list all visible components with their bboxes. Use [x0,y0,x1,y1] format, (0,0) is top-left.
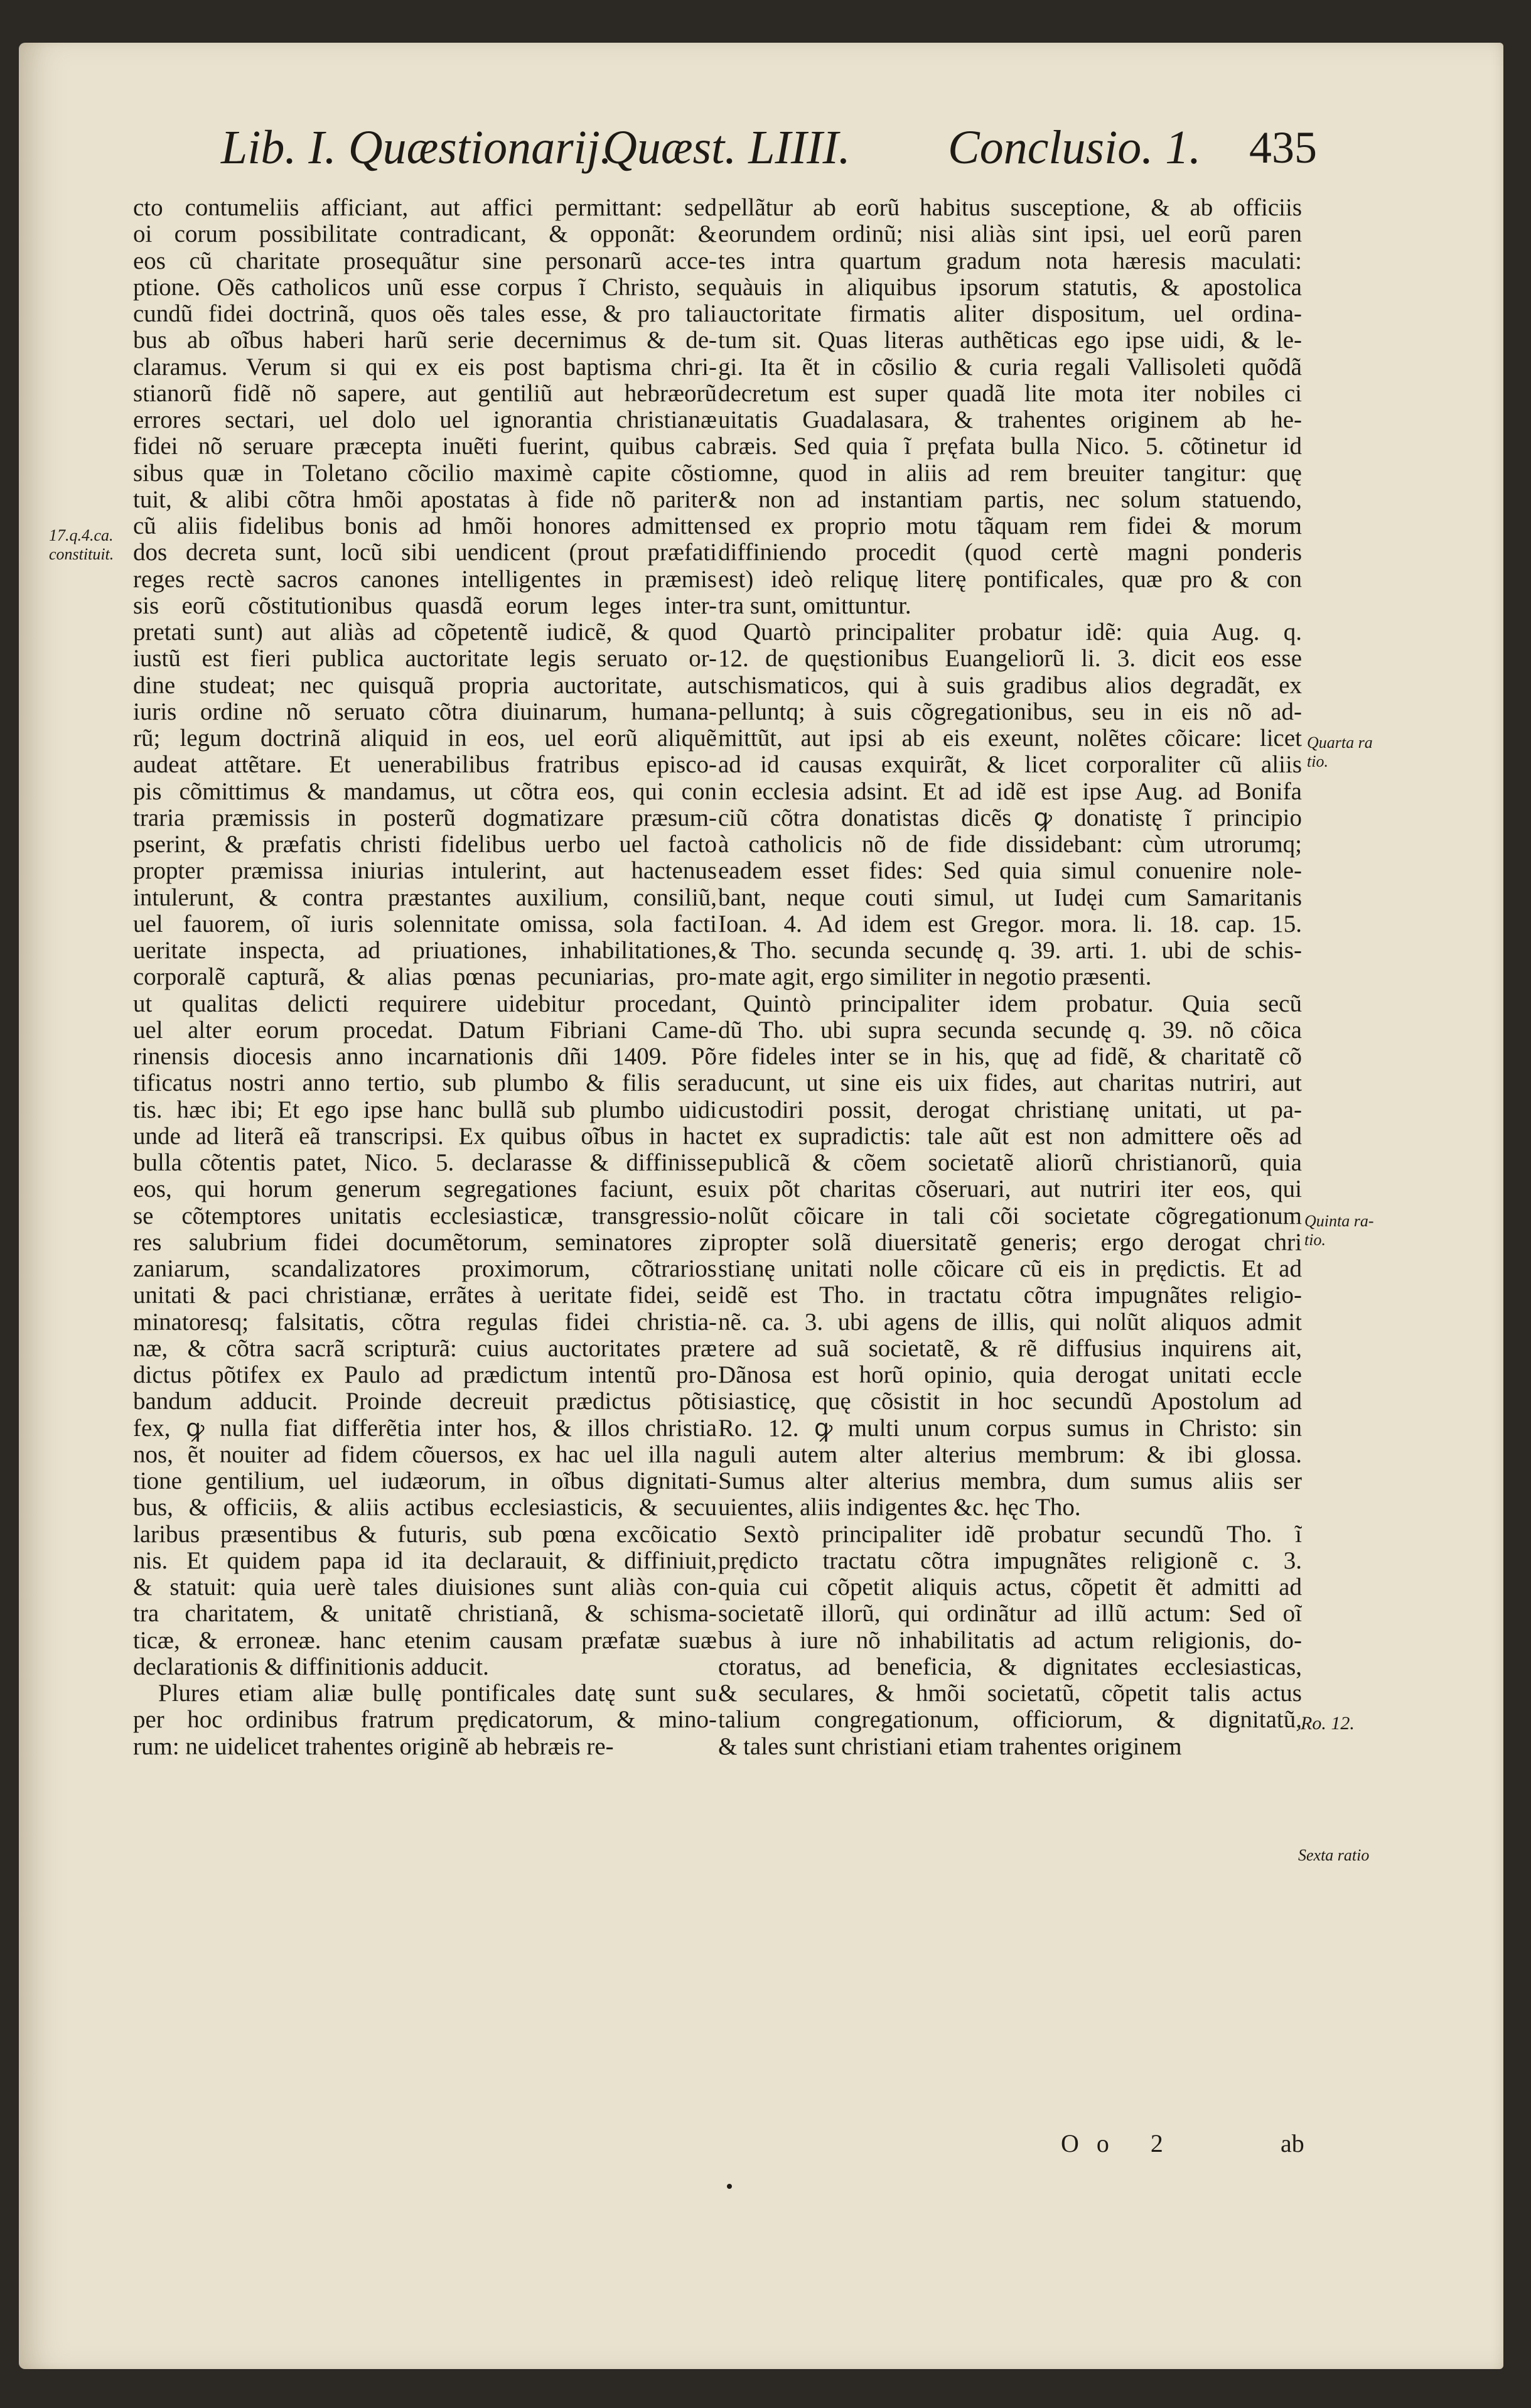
text-line: nis. Et quidem papa id ita declarauit, & diffiniuit, [133,1547,717,1574]
running-head-question: Quæst. LIIII. [603,121,851,174]
text-line: bus, & officiis, & aliis actibus ecclesiasticis, & secu [133,1494,717,1521]
ornament-dot [727,2184,732,2189]
text-line: mittũt, aut ipsi ab eis exeunt, nolẽtes cõicare: licet [718,725,1302,752]
text-line: dine studeat; nec quisquã propria auctoritate, aut [133,672,717,699]
text-line: cundũ fidei doctrinã, quos oẽs tales esse, & pro tali [133,301,717,327]
signature-mark: Oo 2 [1061,2129,1181,2157]
running-head-book: Lib. I. Quæstionarij. [221,121,612,174]
text-line: unde ad literã eã transcripsi. Ex quibus oĩbus in hac [133,1123,717,1150]
text-line: Ioan. 4. Ad idem est Gregor. mora. li. 18. cap. 15. [718,910,1302,937]
text-line: dictus põtifex ex Paulo ad prædictum intentũ pro- [133,1362,717,1388]
text-line: stianorũ fidẽ nõ sapere, aut gentiliũ aut hebræorũ [133,380,717,407]
margin-note-romans: Ro. 12. [1301,1713,1355,1734]
left-text-column [133,195,717,1760]
text-line: rũ; legum doctrinã aliquid in eos, uel eorũ aliquẽ [133,725,717,752]
text-line: bræis. Sed quia ĩ pręfata bulla Nico. 5. cõtinetur id [718,433,1302,460]
text-line: Ro. 12. ꝙ multi unum corpus sumus in Christo: sin [718,1415,1302,1442]
text-line: eadem esset fides: Sed quia simul conuenire nole- [718,858,1302,885]
text-line: audeat attẽtare. Et uenerabilibus fratribus episco- [133,752,717,779]
text-line: fex, ꝙ nulla fiat differẽtia inter hos, & illos christia [133,1415,717,1442]
text-line: res salubrium fidei documẽtorum, seminatores zi [133,1229,717,1256]
text-line: & non ad instantiam partis, nec solum statuendo, [718,486,1302,513]
text-line: rinensis diocesis anno incarnationis dñi 1409. Põ [133,1044,717,1070]
text-line: se cõtemptores unitatis ecclesiasticæ, transgressio- [133,1202,717,1229]
text-line: & seculares, & hmõi societatũ, cõpetit talis actus [718,1680,1302,1707]
margin-note-sexta-ratio: Sexta ratio [1298,1846,1370,1864]
text-line: laribus præsentibus & futuris, sub pœna excõicatio [133,1521,717,1548]
text-line: siasticę, quę cõsistit in hoc secundũ Apostolum ad [718,1388,1302,1415]
text-line: unitati & paci christianæ, errãtes à ueritate fidei, se [133,1282,717,1309]
text-line: pserint, & præfatis christi fidelibus uerbo uel facto [133,831,717,858]
text-line: quàuis in aliquibus ipsorum statutis, & apostolica [718,274,1302,301]
text-line: ad id causas exquirãt, & licet corporaliter cũ aliis [718,752,1302,779]
text-line: tet ex supradictis: tale aũt est non admittere oẽs ad [718,1123,1302,1150]
text-line: & Tho. secunda secundę q. 39. arti. 1. ubi de schis- [718,937,1302,964]
text-line: Sumus alter alterius membra, dum sumus aliis ser [718,1468,1302,1494]
text-line: per hoc ordinibus fratrum prędicatorum, & mino- [133,1707,717,1734]
text-line: ducunt, ut sine eis uix fides, aut charitas nutriri, aut [718,1070,1302,1097]
text-line: tuit, & alibi cõtra hmõi apostatas à fide nõ pariter [133,486,717,513]
text-line: schismaticos, qui à suis gradibus alios degradãt, ex [718,672,1302,699]
text-line: fidei nõ seruare præcepta inuẽti fuerint, quibus ca [133,433,717,460]
text-line: traria præmissis in posterũ dogmatizare præsum- [133,804,717,831]
text-line: eorundem ordinũ; nisi aliàs sint ipsi, uel eorũ paren [718,221,1302,248]
text-line: tis. hæc ibi; Et ego ipse hanc bullã sub plumbo uidi [133,1096,717,1123]
text-line: iustũ est fieri publica auctoritate legis seruato or- [133,645,717,672]
text-line: Quintò principaliter idem probatur. Quia secũ [743,990,1302,1017]
text-line: uel fauorem, oĩ iuris solennitate omissa, sola facti [133,910,717,937]
text-line: pellãtur ab eorũ habitus susceptione, & ab officiis [718,195,1302,221]
right-text-column [718,195,1302,1760]
catchword: ab [1281,2129,1304,2157]
text-line: errores sectari, uel dolo uel ignorantia christianæ [133,407,717,433]
text-line: cũ aliis fidelibus bonis ad hmõi honores admitten [133,513,717,539]
text-line: tione gentilium, uel iudæorum, in oĩbus dignitati- [133,1468,717,1494]
text-line: ciũ cõtra donatistas dicẽs ꝙ donatistę ĩ principio [718,804,1302,831]
text-line: custodiri possit, derogat christianę unitati, ut pa- [718,1096,1302,1123]
text-line: claramus. Verum si qui ex eis post baptisma chri- [133,354,717,381]
text-line: prędicto tractatu cõtra impugnãtes religionẽ c. 3. [718,1547,1302,1574]
text-line: nos, ẽt nouiter ad fidem cõuersos, ex hac uel illa na [133,1441,717,1468]
page-number: 435 [1249,122,1317,173]
text-line: & statuit: quia uerè tales diuisiones sunt aliàs con- [133,1574,717,1601]
text-line: & tales sunt christiani etiam trahentes originem [718,1733,1182,1760]
running-head-conclusion: Conclusio. 1. [948,121,1201,174]
text-line: uix põt charitas cõseruari, aut nutriri iter eos, qui [718,1176,1302,1203]
text-line: auctoritate firmatis aliter dispositum, uel ordina- [718,301,1302,327]
text-line: idẽ est Tho. in tractatu cõtra impugnãtes religio- [718,1282,1302,1309]
text-line: stianę unitati nolle cõicare cũ eis in prędictis. Et ad [718,1256,1302,1282]
text-line: bulla cõtentis patet, Nico. 5. declarasse & diffinisse [133,1150,717,1176]
text-line: pelluntq; à suis cõgregationibus, seu in eis nõ ad- [718,698,1302,725]
text-line: tes intra quartum gradum nota hæresis maculati: [718,247,1302,274]
text-line: ueritate inspecta, ad priuationes, inhabilitationes, [133,937,717,964]
text-line: propter solã diuersitatẽ generis; ergo derogat chri [718,1229,1302,1256]
margin-note-quinta-ratio: Quinta ra- tio. [1304,1212,1374,1249]
text-line: bus à iure nõ inhabilitatis ad actum religionis, do- [718,1627,1302,1654]
text-line: omne, quod in aliis ad rem breuiter tangitur: quę [718,460,1302,487]
text-line: dũ Tho. ubi supra secunda secundę q. 39. nõ cõica [718,1017,1302,1044]
text-line: nolũt cõicare in tali cõi societate cõgregationum [718,1202,1302,1229]
text-line: nẽ. ca. 3. ubi agens de illis, qui nolũt aliquos admit [718,1309,1302,1336]
text-line: ctoratus, ad beneficia, & dignitates ecclesiasticas, [718,1653,1302,1680]
text-line: corporalẽ capturã, & alias pœnas pecuniarias, pro- [133,964,717,991]
text-line: intulerunt, & contra præstantes auxilium, consiliũ, [133,884,717,911]
text-line: eos, qui horum generum segregationes faciunt, es [133,1176,717,1203]
text-line: talium congregationum, officiorum, & dignitatũ, [718,1707,1302,1734]
text-line: decretum est super quadã lite mota iter nobiles ci [718,380,1302,407]
text-line: dos decreta sunt, locũ sibi uendicent (prout præfati [133,539,717,566]
text-line: gi. Ita ẽt in cõsilio & curia regali Vallisoleti quõdã [718,354,1302,381]
text-line: sibus quæ in Toletano cõcilio maximè capite cõsti [133,460,717,487]
text-line: tra charitatem, & unitatẽ christianã, & schisma- [133,1601,717,1628]
text-line: in ecclesia adsint. Et ad idẽ est ipse Aug. ad Bonifa [718,778,1302,805]
text-line: bus ab oĩbus haberi harũ serie decernimus & de- [133,327,717,354]
text-line: est) ideò reliquę literę pontificales, quæ pro & con [718,566,1302,593]
text-line: guli autem alter alterius membrum: & ibi glossa. [718,1441,1302,1468]
text-line: oi corum possibilitate contradicant, & opponãt: & [133,221,717,248]
text-line: uientes, aliis indigentes &c. hęc Tho. [718,1494,1081,1521]
text-line: bandum adducit. Proinde decreuit prædictus põti [133,1388,717,1415]
text-line: rum: ne uidelicet trahentes originẽ ab hebræis re- [133,1733,614,1760]
text-line: declarationis & diffinitionis adducit. [133,1653,489,1680]
text-line: Plures etiam aliæ bullę pontificales datę sunt su [158,1680,717,1707]
text-line: ut qualitas delicti requirere uidebitur procedant, [133,990,717,1017]
text-line: næ, & cõtra sacrã scripturã: cuius auctoritates præ [133,1335,717,1362]
text-line: minatoresq; falsitatis, cõtra regulas fidei christia- [133,1309,717,1336]
text-line: quia cui cõpetit aliquis actus, cõpetit ẽt admitti ad [718,1574,1302,1601]
text-line: pretati sunt) aut aliàs ad cõpetentẽ iudicẽ, & quod [133,619,717,645]
text-line: eos cũ charitate prosequãtur sine personarũ acce- [133,247,717,274]
text-line: diffiniendo procedit (quod certè magni ponderis [718,539,1302,566]
text-line: zaniarum, scandalizatores proximorum, cõtrarios [133,1256,717,1282]
text-line: ticæ, & erroneæ. hanc etenim causam præfatæ suæ [133,1627,717,1654]
text-line: reges rectè sacros canones intelligentes in præmis [133,566,717,593]
text-line: iuris ordine nõ seruato cõtra diuinarum, humana- [133,698,717,725]
text-line: 12. de quęstionibus Euangeliorũ li. 3. dicit eos esse [718,645,1302,672]
text-line: pis cõmittimus & mandamus, ut cõtra eos, qui con [133,778,717,805]
margin-note-quarta-ratio: Quarta ra tio. [1307,733,1373,770]
text-line: propter præmissa iniurias intulerint, aut hactenus [133,858,717,885]
text-line: ptione. Oẽs catholicos unũ esse corpus ĩ Christo, se [133,274,717,301]
text-line: mate agit, ergo similiter in negotio præsenti. [718,964,1152,991]
text-line: tra sunt, omittuntur. [718,592,911,619]
text-line: uitatis Guadalasara, & trahentes originem ab he- [718,407,1302,433]
text-line: bant, neque couti simul, ut Iudęi cum Samaritanis [718,884,1302,911]
text-line: tere ad suã societatẽ, & rẽ diffusius inquirens ait, [718,1335,1302,1362]
text-line: uel alter eorum procedat. Datum Fibriani Came- [133,1017,717,1044]
text-line: Quartò principaliter probatur idẽ: quia Aug. q. [743,619,1302,645]
text-line: sis eorũ cõstitutionibus quasdã eorum leges inter- [133,592,717,619]
text-line: à catholicis nõ de fide dissidebant: cùm utrorumq; [718,831,1302,858]
text-line: cto contumeliis afficiant, aut affici permittant: sed [133,195,717,221]
text-line: Sextò principaliter idẽ probatur secundũ Tho. ĩ [743,1521,1302,1548]
text-line: re fideles inter se in his, quę ad fidẽ, & charitatẽ cõ [718,1044,1302,1070]
text-line: Dãnosa est horũ opinio, quia derogat unitati eccle [718,1362,1302,1388]
text-line: societatẽ illorũ, qui ordinãtur ad illũ actum: Sed oĩ [718,1601,1302,1628]
text-line: publicã & cõem societatẽ aliorũ christianorũ, quia [718,1150,1302,1176]
text-line: tum sit. Quas literas authẽticas ego ipse uidi, & le- [718,327,1302,354]
text-line: sed ex proprio motu tãquam rem fidei & morum [718,513,1302,539]
margin-note-left: 17.q.4.ca. constituit. [49,526,114,563]
text-line: tificatus nostri anno tertio, sub plumbo & filis sera [133,1070,717,1097]
